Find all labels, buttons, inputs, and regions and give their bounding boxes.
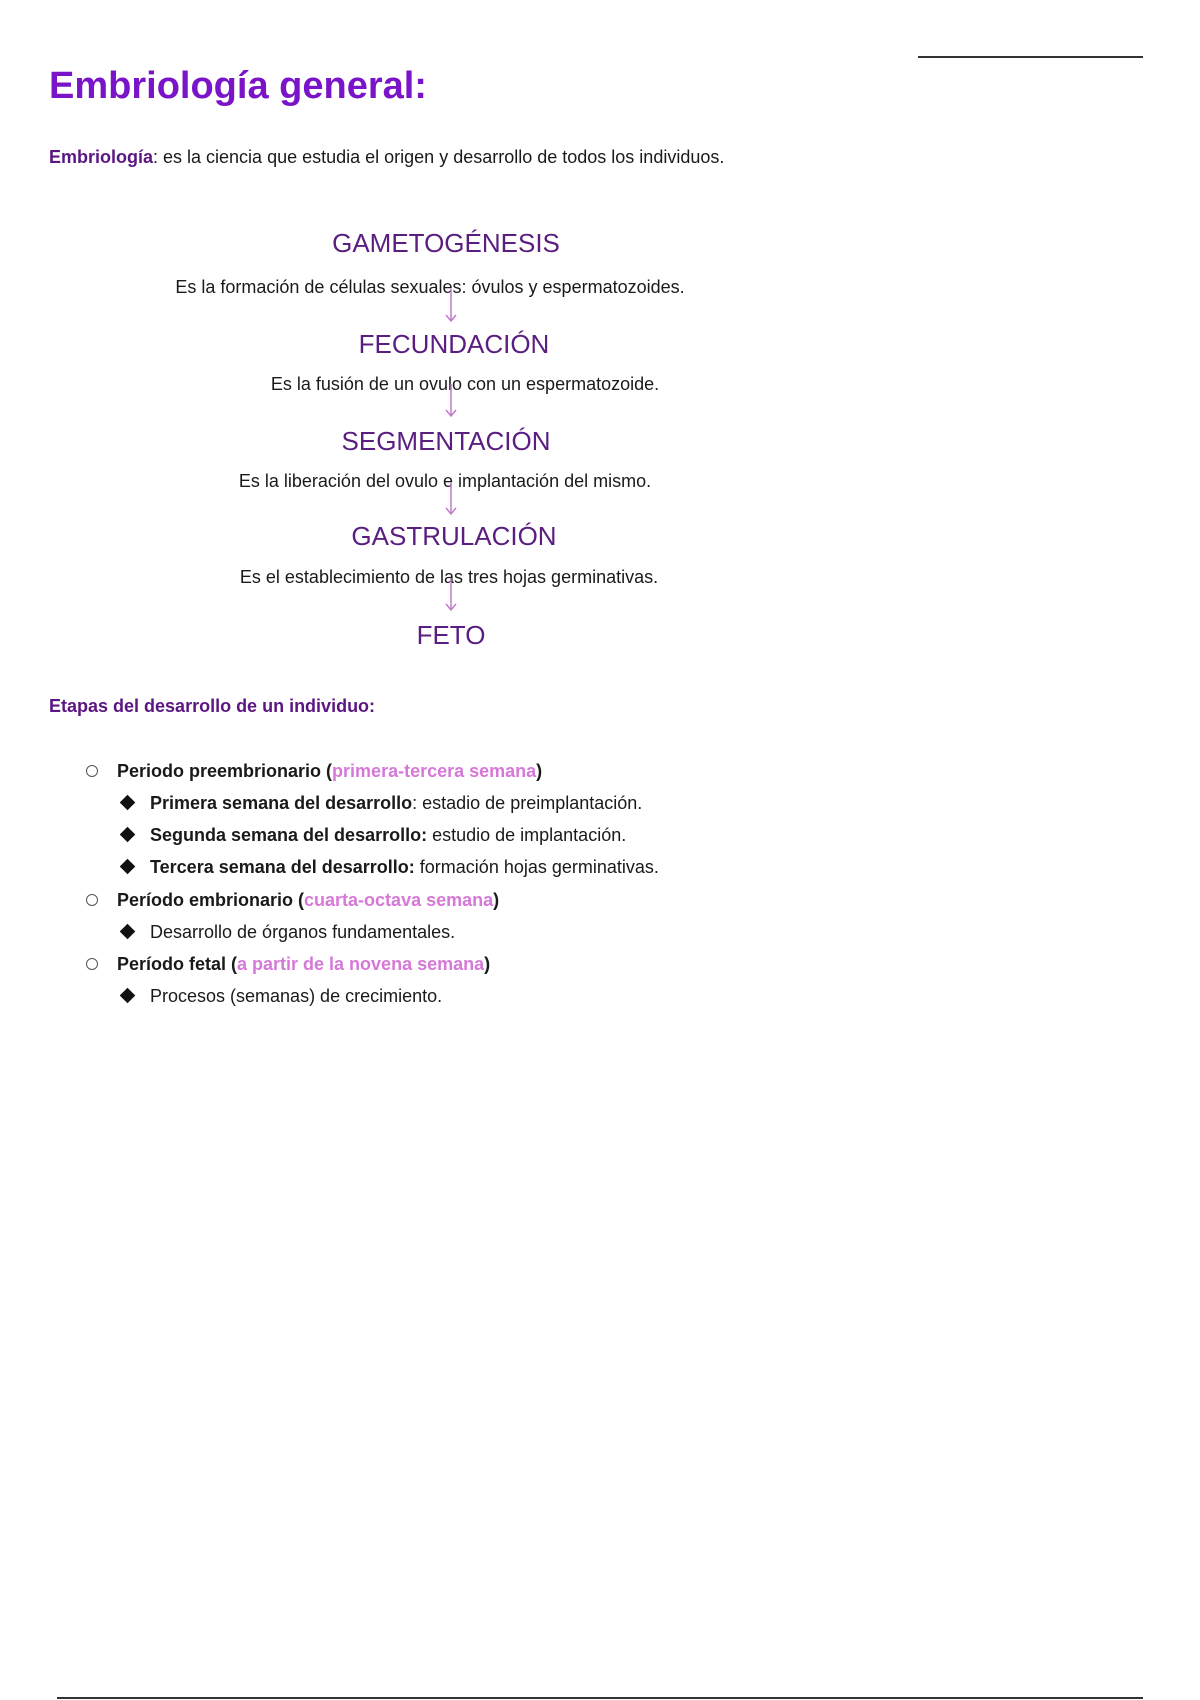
- sub-item: Desarrollo de órganos fundamentales.: [150, 922, 456, 942]
- sub-item: Procesos (semanas) de crecimiento.: [150, 986, 443, 1006]
- down-arrow-icon: [441, 482, 461, 518]
- flow-step-description: Es la fusión de un ovulo con un espermatozoide.: [270, 374, 660, 394]
- flow-step-title: GAMETOGÉNESIS: [332, 228, 560, 258]
- down-arrow-icon: [441, 384, 461, 420]
- period-item: Período fetal (a partir de la novena semana): [117, 954, 491, 974]
- period-item: Periodo preembrionario (primera-tercera semana): [117, 761, 543, 781]
- period-item: Período embrionario (cuarta-octava semana): [117, 890, 500, 910]
- circle-bullet-icon: [86, 958, 98, 970]
- stages-heading: Etapas del desarrollo de un individuo:: [49, 696, 376, 716]
- circle-bullet-icon: [86, 765, 98, 777]
- circle-bullet-icon: [86, 894, 98, 906]
- sub-item: Primera semana del desarrollo: estadio de preimplantación.: [150, 793, 643, 813]
- process-flow: [0, 0, 1200, 660]
- flow-step-description: Es el establecimiento de las tres hojas germinativas.: [239, 567, 659, 587]
- flow-step-title: SEGMENTACIÓN: [341, 426, 551, 456]
- flow-step-title: FETO: [416, 620, 486, 650]
- definition-text: : es la ciencia que estudia el origen y desarrollo de todos los individuos.: [153, 147, 725, 167]
- diamond-bullet-icon: [120, 859, 136, 875]
- bottom-rule: [57, 1697, 1143, 1699]
- diamond-bullet-icon: [120, 924, 136, 940]
- flow-step-title: FECUNDACIÓN: [358, 329, 550, 359]
- diamond-bullet-icon: [120, 988, 136, 1004]
- down-arrow-icon: [441, 578, 461, 614]
- page-title: Embriología general:: [49, 65, 427, 107]
- diamond-bullet-icon: [120, 827, 136, 843]
- sub-item: Segunda semana del desarrollo: estudio de implantación.: [150, 825, 627, 845]
- definition-term: Embriología: [49, 147, 154, 167]
- flow-step-title: GASTRULACIÓN: [351, 521, 557, 551]
- flow-step-description: Es la formación de células sexuales: óvulos y espermatozoides.: [175, 277, 685, 297]
- down-arrow-icon: [441, 289, 461, 325]
- diamond-bullet-icon: [120, 795, 136, 811]
- sub-item: Tercera semana del desarrollo: formación hojas germinativas.: [150, 857, 659, 877]
- flow-step-description: Es la liberación del ovulo e implantación del mismo.: [238, 471, 652, 491]
